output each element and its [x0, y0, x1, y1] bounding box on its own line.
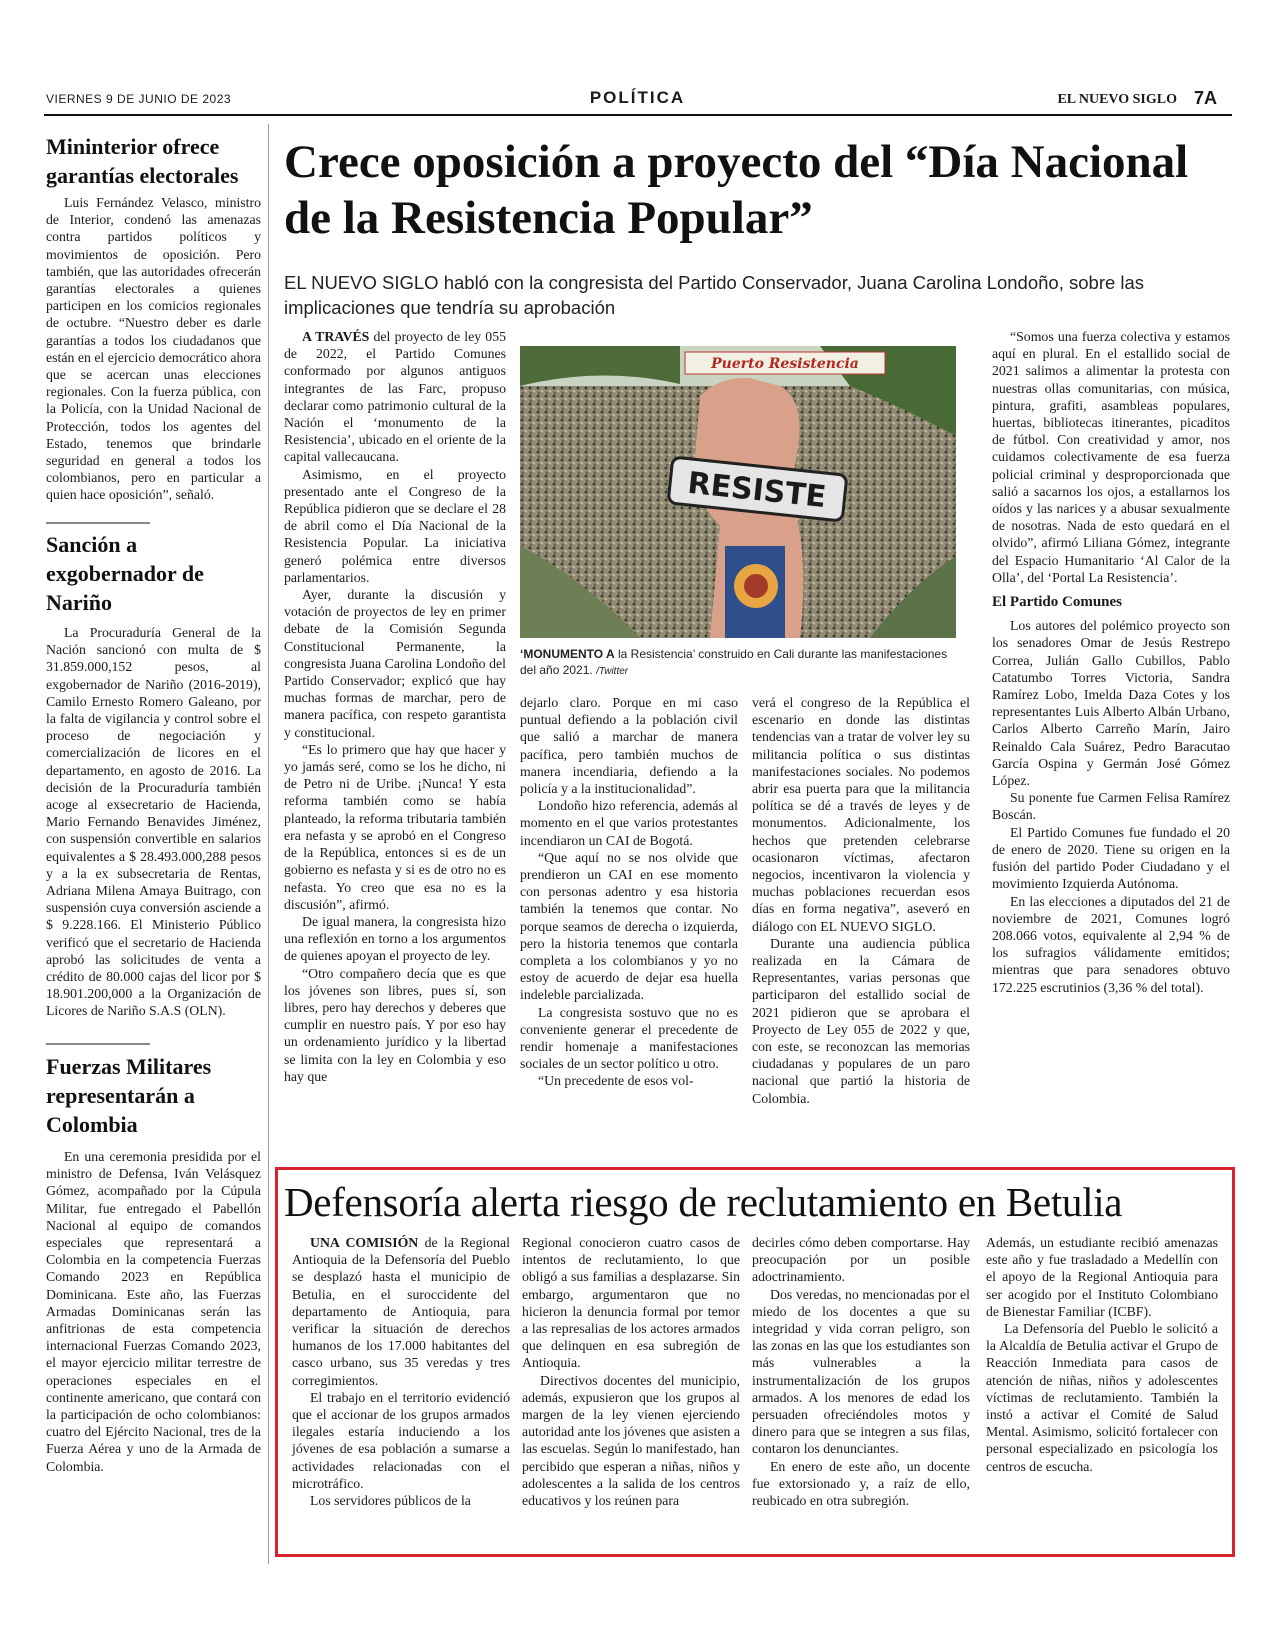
sidebar-story3-title: Fuerzas Militares representarán a Colombia: [46, 1054, 212, 1137]
paragraph: Directivos docentes del municipio, además, expusieron que los grupos al margen de la ley vienen ejerciendo autoridad ante los jóvenes que asisten a las escuelas. Según lo manifestado, han percibido que esperan a niñas, niños y adolescentes a la salida de los centros educativos y los reúnen para: [522, 1372, 741, 1509]
box-column-3: [752, 1234, 970, 1509]
paragraph: Dos veredas, no mencionadas por el miedo de los docentes a que su integridad y vida corran peligro, son las zonas en las que los estudiantes son más vulnerables a la instrumentalización de los grupos armados. A los menores de edad los persuaden ofreciéndoles motos y dinero para que se integren a sus filas, contaron los denunciantes.: [752, 1286, 970, 1457]
main-column-3: [752, 694, 970, 1107]
paragraph: El Partido Comunes fue fundado el 20 de enero de 2020. Tiene su origen en la fusión del partido Poder Ciudadano y el movimiento Izquierda Autónoma.: [992, 824, 1230, 892]
banner-text: Puerto Resistencia: [711, 356, 859, 372]
paragraph: “Un precedente de esos vol-: [538, 1073, 694, 1089]
paragraph: La Procuraduría General de la Nación sancionó con multa de $ 31.859.000,152 pesos, al exgobernador de Nariño (2016-2019), Camilo Ernesto Romero Galeano, por la falta de vigilancia y control sobre el proceso de negociación y comercialización de licores en el departamento, en agosto de 2016. La decisión de la Procuraduría también acoge al exsecretario de Hacienda, Mario Fernando Benavides Jiménez, con suspensión convertible en salarios equivalentes a $ 28.493.000,288 pesos y a la ex subsecretaria de Rentas, Adriana Milena Amaya Buitrago, con suspensión cuya conversión asciende a $ 9.228.166. El Ministerio Público verificó que el secretario de Hacienda aprobó las solicitudes de venta a crédito de 80.000 cajas del licor por $ 18.901.200,000 a la Organización de Licores de Nariño S.A.S (OLN).: [46, 625, 261, 1019]
sidebar-story1-title: Mininterior ofrece garantías electorales: [46, 134, 239, 188]
sidebar-story1-body: [46, 194, 261, 504]
lead-in: UNA COMISIÓN: [310, 1235, 419, 1250]
issue-date: VIERNES 9 DE JUNIO DE 2023: [46, 92, 232, 106]
box-column-4: [986, 1234, 1218, 1475]
box-headline: Defensoría alerta riesgo de reclutamiento en Betulia: [284, 1179, 1123, 1225]
sidebar-story2-title: Sanción a exgobernador de Nariño: [46, 532, 204, 615]
main-headline: Crece oposición a proyecto del “Día Nacional de la Resistencia Popular”: [284, 136, 1189, 244]
paragraph: Ayer, durante la discusión y votación de proyectos de ley en primer debate de la Comisión Segunda Constitucional Permanente, la congresista Juana Carolina Londoño del Partido Conservador; explicó que hay muchas formas de marchar, pero de manera pacífica, con respeto garantista y constitucional.: [284, 587, 506, 740]
photo-caption: [520, 646, 956, 680]
paragraph: Su ponente fue Carmen Felisa Ramírez Boscán.: [992, 790, 1230, 823]
paragraph: Regional conocieron cuatro casos de intentos de reclutamiento, lo que obligó a sus familias a desplazarse. Sin embargo, argumentaron que no hicieron la denuncia formal por temor a las represalias de los actores armados que delinquen en esa subregión de Antioquia.: [522, 1235, 740, 1371]
paragraph: En las elecciones a diputados del 21 de noviembre de 2021, Comunes logró 208.066 votos, equivalente al 2,94 % de los sufragios válidamente emitidos; mientras que para senadores obtuvo 172.225 escrutinios (3,36 % del total).: [992, 893, 1230, 995]
paragraph: El trabajo en el territorio evidenció que el accionar de los grupos armados ilegales estaría induciendo a los jóvenes de esa población a sumarse a actividades relacionadas con el microtráfico.: [292, 1389, 510, 1491]
paragraph: Durante una audiencia pública realizada en la Cámara de Representantes, varias personas que participaron del estallido social de 2021 pidieron que se aprobara el Proyecto de Ley 055 de 2022 y que, con este, se reconozcan las memorias ciudadanas y populares de un paro nacional que partió la historia de Colombia.: [752, 935, 970, 1106]
paragraph: “Es lo primero que hay que hacer y yo jamás seré, como se los he dicho, ni de Petro ni de Uribe. ¡Nunca! Y esta reforma también como se había planteado, la reforma tributaria también era nefasta y se aprobó en el Congreso de la República, entonces si es de un gobierno es nefasta y si es de otro no es nefasta. Yo creo que esa no es la discusión”, afirmó.: [284, 741, 506, 912]
sign-text: RESISTE: [685, 465, 828, 516]
paragraph: Los autores del polémico proyecto son los senadores Omar de Jesús Restrepo Correa, Julián Gallo Cubillos, Pablo Catatumbo Torres Victoria, Sandra Ramírez Lobo, Imelda Daza Cotes y los representantes Luis Alberto Albán Urbano, Carlos Alberto Carreño Marín, Jairo Reinaldo Cala Suárez, Pedro Baracutao García Ospina y Germán José Gómez López.: [992, 618, 1230, 789]
paragraph: dejarlo claro. Porque en mi caso puntual defiendo a la población civil que salió a marchar de manera pacífica, pero también muchos de manera incendiaria, defiendo a la policía y a la institucionalidad”.: [520, 695, 738, 797]
sidebar-rule: [46, 1043, 150, 1045]
page-number: 7A: [1193, 88, 1217, 108]
caption-text: la Resistencia’ construido en Cali durante las manifestaciones del año 2021.: [520, 647, 948, 677]
caption-lead: ‘MONUMENTO A: [520, 647, 615, 661]
main-column-4: [992, 328, 1230, 996]
subheading: El Partido Comunes: [992, 594, 1123, 611]
monument-illustration: [520, 346, 956, 638]
sidebar-divider: [268, 124, 269, 1564]
paragraph: de la Regional Antioquia de la Defensoría del Pueblo se desplazó hasta el municipio de Betulia, en el suroccidente del departamento de Antioquia, para verificar la situación de derechos humanos de los 17.000 habitantes del casco urbano, sus 35 veredas y tres corregimientos.: [292, 1235, 511, 1388]
section-name: POLÍTICA: [589, 88, 686, 107]
paragraph: En una ceremonia presidida por el ministro de Defensa, Iván Velásquez Gómez, acompañado por la Cúpula Militar, fue entregado el Pabellón Nacional al equipo de comandos especiales que representará a Colombia en la competencia Fuerzas Comando 2023 en República Dominicana. Este año, las Fuerzas Armadas Dominicanas serán las anfitrionas de esta competencia internacional Fuerzas Comando 2023, el mayor ejercicio militar terrestre de operaciones especiales en el continente americano, que contará con la participación de ocho colombianos: cuatro del Ejército Nacional, tres de la Fuerza Aérea y uno de la Armada de Colombia.: [46, 1149, 261, 1474]
paragraph: En enero de este año, un docente fue extorsionado y, a raíz de ello, reubicado en otra subregión.: [752, 1458, 970, 1509]
paragraph: Londoño hizo referencia, además al momento en el que varios protestantes incendiaron un CAI de Bogotá.: [520, 798, 738, 848]
paragraph: Luis Fernández Velasco, ministro de Interior, condenó las amenazas contra partidos políticos y movimientos de oposición. Pero también, que las autoridades ofrecerán garantías electorales a quienes participen en los comicios regionales de octubre. “Nuestro deber es darle garantías a todos los ciudadanos que están en el ejercicio democrático ahora que se acercan unas elecciones regionales. Con la fuerza pública, con la Policía, con la Unidad Nacional de Protección, todos los agentes del Estado, tenemos que brindarle seguridad en general a todos los colombianos, pero en particular a quien hace oposición”, señaló.: [46, 195, 261, 503]
paragraph: verá el congreso de la República el escenario en donde las distintas tendencias van a tratar de volver ley su militancia política o sus distintas manifestaciones sociales. No podemos abrir esa puerta para que la militancia política se dé a través de leyes y de monumentos. Adicionalmente, los hechos que pretenden celebrarse ocasionaron víctimas, afectaron negocios, incentivaron la violencia y muchas poblaciones recuerdan esos días en forma negativa”, aseveró en diálogo con EL NUEVO SIGLO.: [752, 695, 970, 934]
main-column-2: [520, 694, 738, 1090]
main-column-1: [284, 328, 506, 1085]
sidebar-rule: [46, 522, 150, 524]
header-rule: [44, 114, 1232, 116]
paragraph: decirles cómo deben comportarse. Hay preocupación por un posible adoctrinamiento.: [752, 1235, 970, 1285]
sidebar-story2-body: [46, 624, 261, 1020]
paragraph: “Otro compañero decía que es que los jóvenes son libres, pues sí, son libres, pero hay derechos y deberes que cumplir en nuestro país. Y por eso hay un ordenamiento jurídico y la libertad se limita con la ley en Colombia y eso hay que: [284, 965, 506, 1084]
paragraph: La Defensoría del Pueblo le solicitó a la Alcaldía de Betulia activar el Grupo de Reacción Inmediata para casos de atención de niñas, niños y adolescentes víctimas de reclutamiento. También la instó a activar el Comité de Salud Mental. Asimismo, solicitó fortalecer con personal especializado en psicología los centros de escucha.: [986, 1321, 1218, 1474]
paragraph: De igual manera, la congresista hizo una reflexión en torno a los argumentos de quienes apoyan el proyecto de ley.: [284, 913, 506, 964]
box-column-2: [522, 1234, 740, 1509]
caption-credit: /Twitter: [596, 666, 629, 677]
paragraph: “Somos una fuerza colectiva y estamos aquí en plural. En el estallido social de 2021 salimos a alimentar la protesta con nuestras ollas comunitarias, con música, pintura, grafiti, asambleas populares, huertas, bibliotecas itinerantes, picaditos de fútbol. Con creatividad y amor, nos cuidamos colectivamente de esa fuerza policial criminal y desproporcionada que salió a sacarnos los ojos, a estallarnos los oídos y las narices y a abusar sexualmente de nosotras. Nada de esto quedará en el olvido”, afirmó Liliana Gómez, integrante del Espacio Humanitario ‘Al Calor de la Olla’, del ‘Portal La Resistencia’.: [992, 329, 1230, 585]
sidebar-story3-body: [46, 1148, 261, 1475]
paragraph: del proyecto de ley 055 de 2022, el Partido Comunes conformado por algunos antiguos integrantes de las Farc, propuso declarar como patrimonio cultural de la Nación el ‘monumento de la Resistencia’, ubicado en el oriente de la capital vallecaucana.: [284, 329, 506, 465]
newspaper-brand: EL NUEVO SIGLO: [1057, 92, 1177, 107]
paragraph: “Que aquí no se nos olvide que prendieron un CAI en ese momento con personas adentro y esa historia también la tenemos que contar. No porque seamos de derecha o izquierda, pero la historia tenemos que contarla completa a los colombianos y yo no estoy de acuerdo de dejar esa huella indeleble parcializada.: [520, 849, 738, 1003]
paragraph: Asimismo, en el proyecto presentado ante el Congreso de la República pidieron que se declare el 28 de abril como el Día Nacional de la Resistencia Popular. La iniciativa generó polémica entre diversos parlamentarios.: [284, 466, 506, 585]
paragraph: Los servidores públicos de la: [310, 1493, 471, 1509]
paragraph: La congresista sostuvo que no es conveniente generar el precedente de rendir homenaje a manifestaciones sociales de un sector político u otro.: [520, 1004, 738, 1072]
monument-photo: [520, 346, 956, 638]
main-subtitle: EL NUEVO SIGLO habló con la congresista del Partido Conservador, Juana Carolina Londoño, sobre las implicaciones que tendría su aprobación: [284, 272, 1145, 318]
paragraph: Además, un estudiante recibió amenazas este año y fue trasladado a Medellín con el apoyo de la Regional Antioquia para ser acogido por el Instituto Colombiano de Bienestar Familiar (ICBF).: [986, 1235, 1218, 1319]
lead-in: A TRAVÉS: [302, 329, 370, 344]
box-column-1: [292, 1234, 510, 1509]
